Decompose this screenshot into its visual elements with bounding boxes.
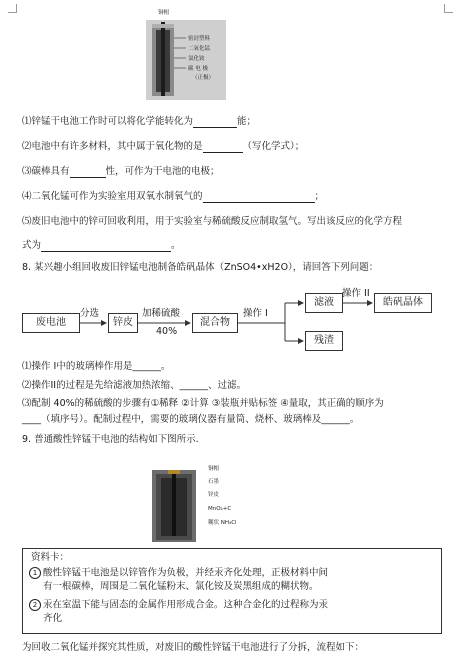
figure2-label-nh4cl: 糊状 NH₄Cl bbox=[208, 520, 237, 526]
footer-text: 为回收二氧化锰并探究其性质，对废旧的酸性锌锰干电池进行了分拆，流程如下： bbox=[22, 642, 365, 653]
figure1-label-mno2: 二氧化锰 bbox=[188, 46, 211, 52]
figure1-label-nh4cl: 氯化铵 bbox=[188, 56, 205, 62]
q7-item-1: ⑴锌锰干电池工作时可以将化学能转化为 能； bbox=[22, 116, 257, 127]
figure2-label-cap: 铜帽 bbox=[208, 466, 220, 472]
flow-box-residue: 残渣 bbox=[305, 331, 343, 351]
figure1-label-cap: 铜帽 bbox=[158, 10, 170, 16]
figure2-label-mno2-c: MnO₂+C bbox=[208, 506, 232, 512]
info-card-item-1-continued: 有一根碳棒，周围是二氧化锰粉末、氯化铵及炭黑组成的糊状物。 bbox=[43, 581, 319, 592]
q7-item-2: ⑵电池中有许多材料，其中属于氧化物的是 （写化学式）； bbox=[22, 141, 305, 152]
battery-2-photo bbox=[152, 470, 196, 542]
battery-figure-2 bbox=[152, 462, 270, 542]
item-number-2: 2 bbox=[29, 599, 41, 611]
flow-box-crystal: 皓矾晶体 bbox=[374, 293, 432, 313]
info-card-title: 资料卡： bbox=[31, 552, 70, 563]
flow-label-operation-1: 操作 I bbox=[243, 308, 268, 319]
figure2-label-graphite: 石墨 bbox=[208, 479, 220, 485]
flow-label-acid-concentration: 40% bbox=[156, 326, 178, 337]
q7-item-5: ⑸废旧电池中的锌可回收利用，用于实验室与稀硫酸反应制取氢气。写出该反应的化学方程 bbox=[22, 216, 403, 227]
item-number-1: 1 bbox=[29, 567, 41, 579]
info-card-item-2: 2 汞在室温下能与固态的金属作用形成合金。这种合金化的过程称为汞 bbox=[29, 599, 328, 612]
flow-box-zinc: 锌皮 bbox=[108, 313, 138, 333]
q8-item-1: ⑴操作 I中的玻璃棒作用是______。 bbox=[22, 361, 171, 372]
info-card-item-2-continued: 齐化 bbox=[43, 613, 63, 624]
flow-box-waste-battery: 废电池 bbox=[22, 313, 80, 333]
flow-box-mixture: 混合物 bbox=[192, 313, 238, 333]
figure2-label-zinc: 锌皮 bbox=[208, 492, 220, 498]
flow-label-add-acid: 加稀硫酸 bbox=[142, 308, 181, 319]
q7-item-5-continued: 式为 。 bbox=[22, 240, 181, 251]
battery-2-illustration bbox=[152, 470, 196, 542]
q7-item-4: ⑷二氧化锰可作为实验室用双氧水制氧气的 ； bbox=[22, 191, 325, 202]
q9-stem: 9. 普通酸性锌锰干电池的结构如下图所示. bbox=[22, 434, 199, 445]
info-card bbox=[22, 548, 442, 634]
q8-item-3-continued: ____（填序号）。配制过程中，需要的玻璃仪器有量筒、烧杯、玻璃棒及______。 bbox=[22, 414, 360, 425]
info-card-item-1: 1 酸性锌锰干电池是以锌管作为负极，并经汞齐化处理，正极材料中间 bbox=[29, 567, 328, 580]
flow-box-filtrate: 滤液 bbox=[305, 293, 343, 313]
flow-label-operation-2: 操作 II bbox=[342, 288, 370, 299]
q8-item-3: ⑶配制 40%的稀硫酸的步骤有①稀释 ②计算 ③装瓶并贴标签 ④量取，其正确的顺序为 bbox=[22, 398, 384, 409]
figure1-label-carbon-electrode: 碳 电 极 bbox=[188, 66, 208, 72]
q7-item-3: ⑶碳棒具有 性，可作为干电池的电极； bbox=[22, 166, 220, 177]
q8-item-2: ⑵操作II的过程是先给滤液加热浓缩、______、过滤。 bbox=[22, 380, 247, 391]
figure1-label-seal: 密封塑料 bbox=[188, 36, 211, 42]
figure1-label-positive: （正极） bbox=[192, 75, 215, 81]
flow-label-sort: 分选 bbox=[80, 308, 100, 319]
q8-stem: 8. 某兴趣小组回收废旧锌锰电池制备皓矾晶体（ZnSO4•xH2O），请回答下列问题： bbox=[22, 262, 379, 273]
